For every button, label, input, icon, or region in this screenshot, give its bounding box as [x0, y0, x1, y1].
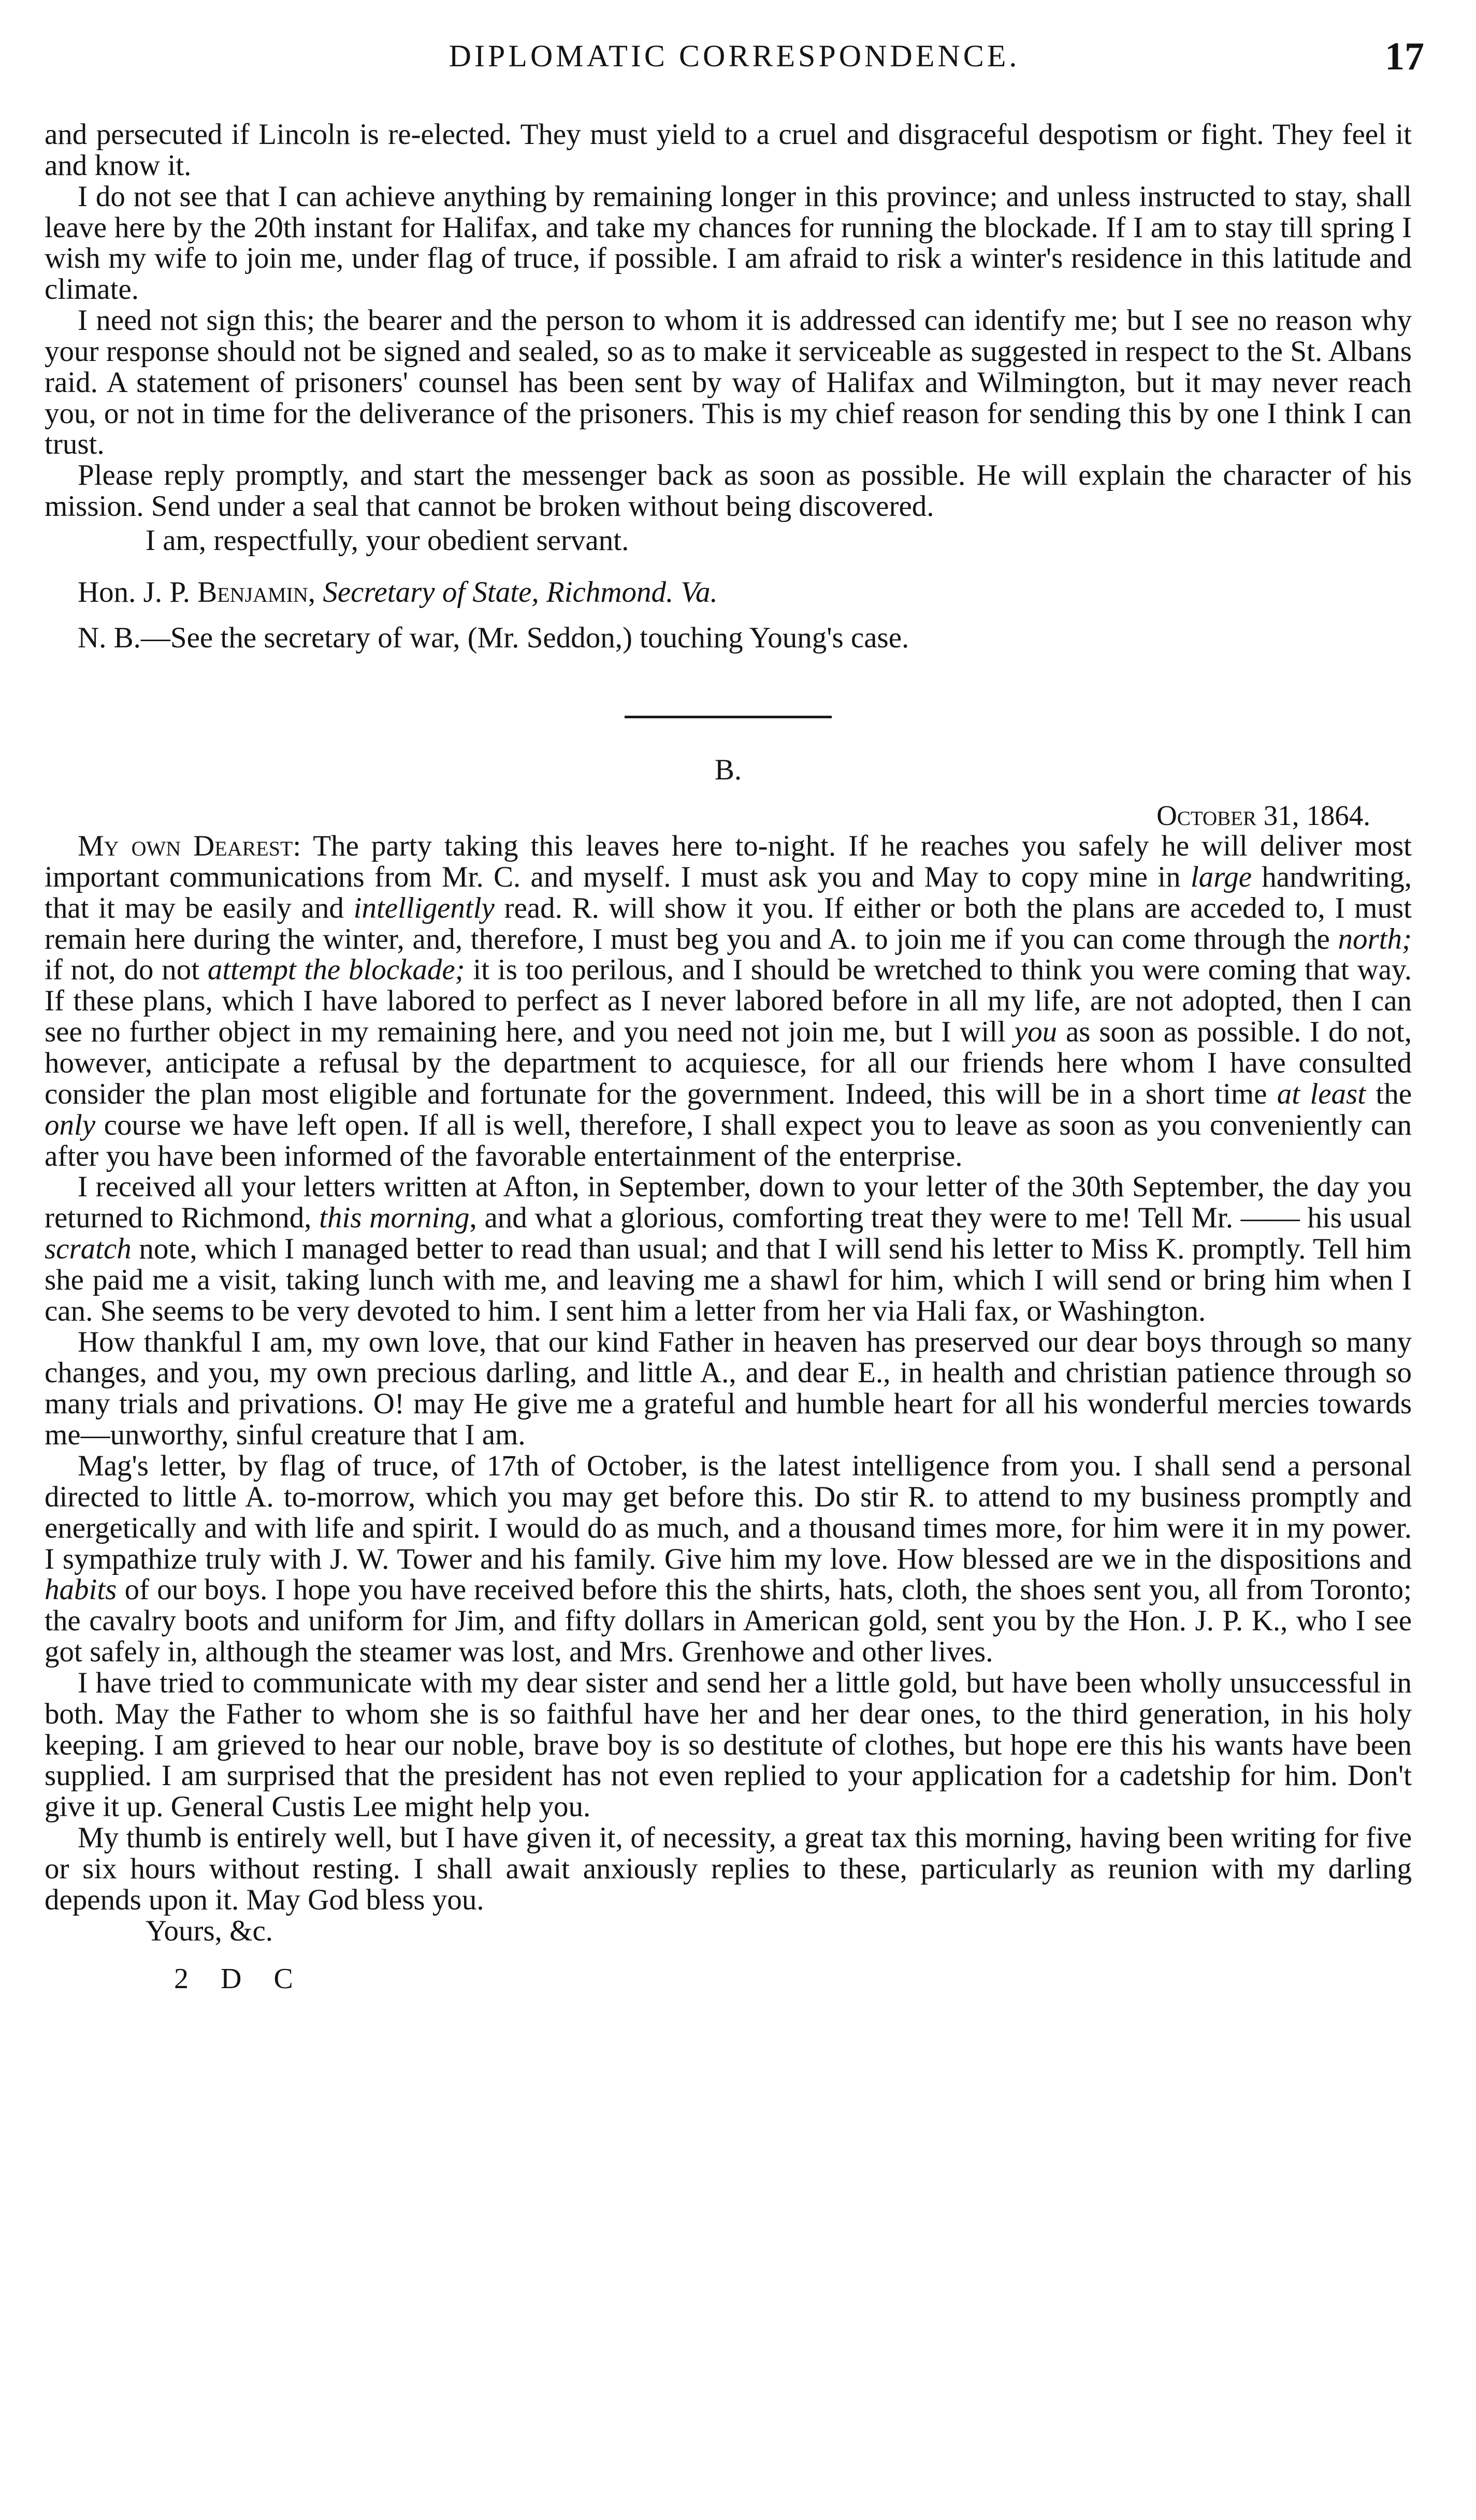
text-run: of our boys. I hope you have received before this the shirts, hats, cloth, the shoes sent you, all from Toronto; the cavalry boots and uniform for Jim, and fifty dollars in American gold, sent you by the Hon. J. P. K., who I see got safely in, although the steamer was lost, and Mrs. Grenhowe and other lives. — [45, 1573, 1412, 1669]
italic-run: large — [1190, 860, 1252, 893]
text-run: Mag's letter, by flag of truce, of 17th of October, is the latest intelligence from you. I shall send a personal directed to little A. to-morrow, which you may get before this. Do stir R. to attend to my business promptly and energetically and with life and spirit. I would do as much, and a thousand times more, for him were it in my power. I sympathize truly with J. W. Tower and his family. Give him my love. How blessed are we in the dispositions and — [45, 1449, 1412, 1575]
page-number: 17 — [1385, 35, 1424, 78]
text-run: course we have left open. If all is well, therefore, I shall expect you to leave as soon as you conveniently can after you have been informed of the favorable entertainment of the enterprise. — [45, 1108, 1412, 1172]
paragraph — [45, 831, 1412, 1171]
italic-run: this morning — [319, 1201, 470, 1235]
signature-mark: 2 D C — [174, 1963, 306, 1995]
text-run: : The party taking this leaves here to-night. If he reaches you safely he will deliver most important communications from Mr. C. and myself. I must ask you and May to copy mine in — [45, 830, 1412, 893]
running-head — [45, 34, 1424, 76]
text-run: read. R. will show it you. If either or both the plans are acceded to, I must remain here during the winter, and, therefore, I must beg you and A. to join me if you can come through the — [45, 891, 1412, 955]
text-run: note, which I managed better to read than usual; and that I will send his letter to Miss K. promptly. Tell him she paid me a visit, taking lunch with me, and leaving me a shawl for him, which I will send or bring him when I can. She seems to be very devoted to him. I sent him a letter from her via Hali fax, or Washington. — [45, 1233, 1412, 1327]
paragraph — [45, 1171, 1412, 1326]
paragraph: My thumb is entirely well, but I have given it, of necessity, a great tax this morning, having been writing for five or six hours without resting. I shall await anxiously replies to these, particularly as reunion with my darling depends upon it. May God bless you. — [45, 1821, 1412, 1916]
italic-run: north; — [1338, 922, 1412, 955]
italic-run: intelligently — [353, 891, 495, 924]
dateline: October 31, 1864. — [1156, 800, 1370, 832]
text-run: handwriting, that it may be easily and — [45, 860, 1412, 924]
addressee-line — [45, 577, 1412, 608]
salutation: My own Dearest — [78, 830, 293, 863]
paragraph: I have tried to communicate with my dear sister and send her a little gold, but have been wholly unsuccessful in both. May the Father to whom she is so faithful have her and her dear ones, to the third generation, in his holy keeping. I am grieved to hear our noble, brave boy is so destitute of clothes, but hope ere this his wants have been supplied. I am surprised that the president has not even replied to your application for a cadetship for him. Don't give it up. General Custis Lee might help you. — [45, 1666, 1412, 1823]
italic-run: only — [45, 1108, 96, 1141]
paragraph: I need not sign this; the bearer and the person to whom it is addressed can identify me; but I see no reason why your response should not be signed and sealed, so as to make it serviceable as suggested in respect to the St. Albans raid. A statement of prisoners' counsel has been sent by way of Halifax and Wilmington, but it may never reach you, or not in time for the deliverance of the prisoners. This is my chief reason for sending this by one I think I can trust. — [45, 304, 1412, 461]
addressee-prefix: Hon. J. P. — [78, 575, 198, 609]
text-run: , and what a glorious, comforting treat they were to me! Tell Mr. —— his usual — [469, 1201, 1412, 1235]
paragraph: Please reply promptly, and start the messenger back as soon as possible. He will explain the character of his mission. Send under a seal that cannot be broken without being discovered. — [45, 459, 1412, 523]
section-divider — [625, 716, 832, 718]
text-run: I received all your letters written at Afton, in September, down to your letter of the 30th September, the day you returned to Richmond, — [45, 1170, 1412, 1235]
addressee-comma: , — [308, 575, 323, 609]
italic-run: you — [1014, 1016, 1058, 1049]
italic-run: attempt the blockade; — [207, 953, 465, 987]
italic-run: habits — [45, 1573, 117, 1606]
section-letter: B. — [714, 753, 742, 786]
paragraph: How thankful I am, my own love, that our kind Father in heaven has preserved our dear boys through so many changes, and you, my own precious darling, and little A., and dear E., in health and christian patience through so many trials and privations. O! may He give me a grateful and humble heart for all his wonderful mercies towards me—unworthy, sinful creature that I am. — [45, 1325, 1412, 1452]
running-title: DIPLOMATIC CORRESPONDENCE. — [448, 39, 1020, 73]
italic-run: at least — [1277, 1077, 1366, 1110]
addressee-title: Secretary of State, Richmond. Va. — [323, 575, 718, 609]
body-text — [45, 119, 1412, 1994]
sign-off: Yours, &c. — [146, 1914, 273, 1947]
nota-bene: N. B.—See the secretary of war, (Mr. Seddon,) touching Young's case. — [78, 621, 909, 654]
text-run: as soon as possible. I do not, however, anticipate a refusal by the department to acquiesce, for all our friends here whom I have consulted consider the plan most eligible and fortunate for the government. Indeed, this will be in a short time — [45, 1016, 1412, 1110]
text-run: if not, do not — [45, 953, 208, 987]
text-run: the — [1366, 1077, 1412, 1110]
italic-run: scratch — [45, 1233, 132, 1266]
paragraph: and persecuted if Lincoln is re-elected. They must yield to a cruel and disgraceful despotism or fight. They feel it and know it. — [45, 118, 1412, 182]
paragraph: I do not see that I can achieve anything by remaining longer in this province; and unless instructed to stay, shall leave here by the 20th instant for Halifax, and take my chances for running the blockade. If I am to stay till spring I wish my wife to join me, under flag of truce, if possible. I am afraid to risk a winter's residence in this latitude and climate. — [45, 180, 1412, 306]
addressee-name: Benjamin — [197, 575, 308, 609]
closing-line: I am, respectfully, your obedient servant. — [146, 524, 629, 557]
paragraph — [45, 1451, 1412, 1668]
text-run: it is too perilous, and I should be wretched to think you were coming that way. If these plans, which I have labored to perfect as I never labored before in all my life, are not adopted, then I can see no further object in my remaining here, and you need not join me, but I will — [45, 953, 1412, 1049]
